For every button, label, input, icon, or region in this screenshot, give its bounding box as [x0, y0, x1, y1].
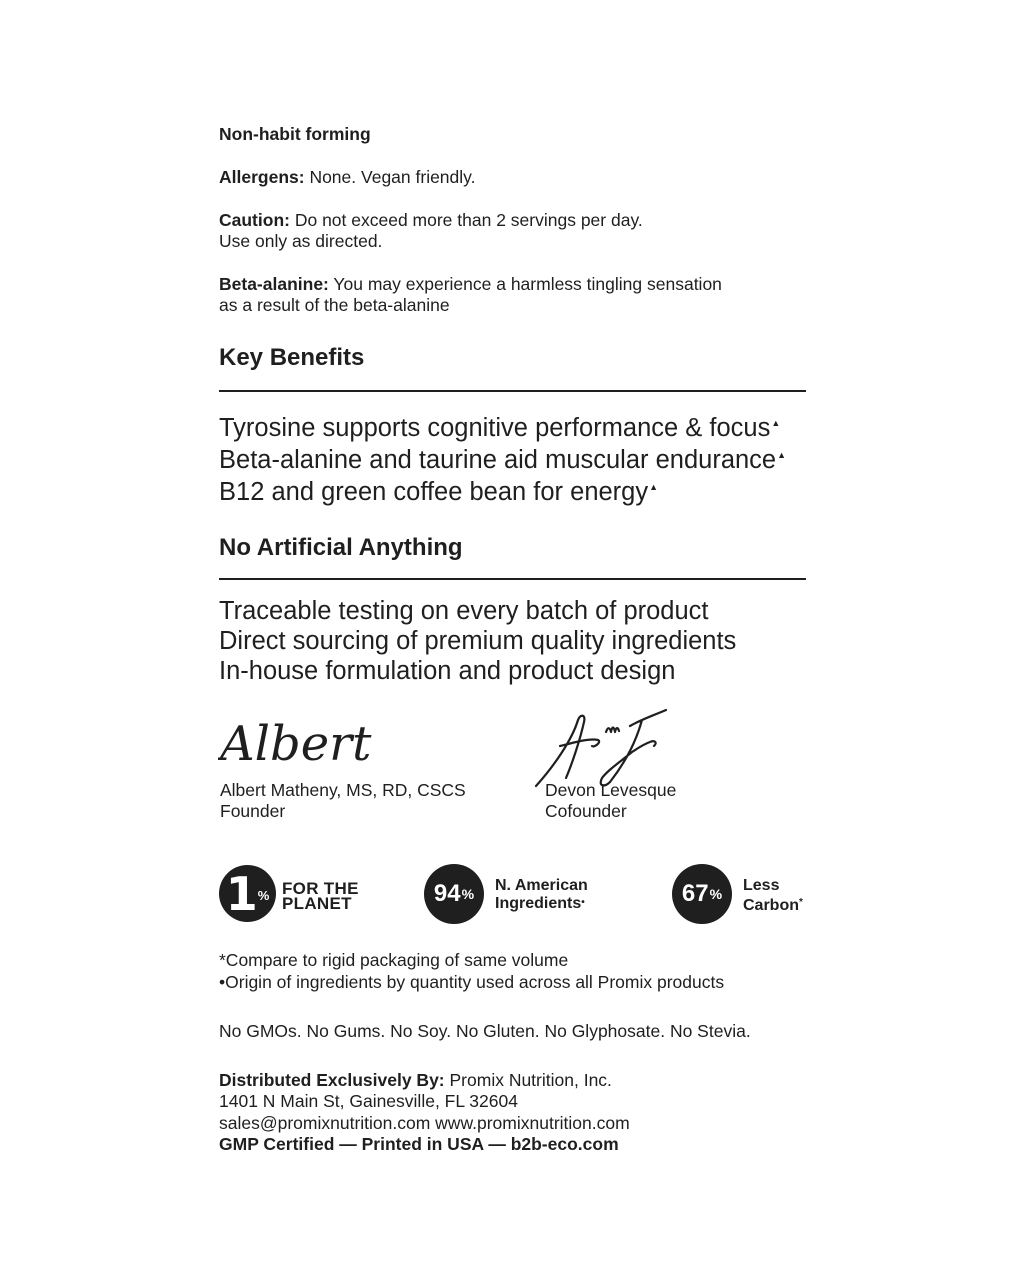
triangle-marker-icon: ▲	[771, 418, 781, 428]
quality-item: Traceable testing on every batch of product	[219, 597, 709, 625]
caution-line	[219, 210, 643, 231]
distributor-company: Promix Nutrition, Inc.	[444, 1070, 612, 1090]
no-artificial-divider	[219, 578, 806, 580]
key-benefits-heading: Key Benefits	[219, 344, 365, 371]
benefit-item	[219, 440, 786, 476]
benefit-text: Tyrosine supports cognitive performance & focus	[219, 414, 771, 442]
triangle-marker-icon: ▲	[777, 450, 787, 460]
badge-number: 1	[225, 866, 258, 921]
signature-stroke	[536, 710, 666, 786]
benefit-item	[219, 472, 658, 508]
origin-footnote: •Origin of ingredients by quantity used across all Promix products	[219, 972, 725, 992]
albert-signature	[218, 714, 388, 772]
one-percent-badge	[219, 865, 276, 922]
key-benefits-divider	[219, 390, 806, 392]
quality-item: Direct sourcing of premium quality ingredients	[219, 627, 737, 655]
distributor-contact: sales@promixnutrition.com www.promixnutrition.com	[219, 1113, 630, 1133]
percent-icon: %	[709, 886, 723, 902]
distributor-address: 1401 N Main St, Gainesville, FL 32604	[219, 1091, 518, 1111]
for-the-label: FOR THE	[282, 879, 359, 898]
triangle-marker-icon: ▲	[649, 482, 659, 492]
planet-label: PLANET	[282, 894, 352, 913]
caution-line-2: Use only as directed.	[219, 231, 383, 251]
beta-alanine-text: You may experience a harmless tingling sensation	[328, 274, 722, 294]
non-habit-forming: Non-habit forming	[219, 124, 371, 144]
founder-role: Founder	[220, 801, 286, 821]
caution-text: Do not exceed more than 2 servings per day.	[289, 210, 643, 230]
benefit-text: Beta-alanine and taurine aid muscular endurance	[219, 446, 777, 474]
cofounder-role: Cofounder	[545, 801, 627, 821]
allergens-line	[219, 167, 475, 188]
badge-value: 94	[433, 880, 461, 907]
caution-label: Caution:	[219, 210, 290, 230]
distributor-label: Distributed Exclusively By:	[219, 1070, 445, 1090]
beta-alanine-line-2: as a result of the beta-alanine	[219, 295, 450, 315]
no-artificial-heading: No Artificial Anything	[219, 534, 463, 561]
bullet-marker-icon: •	[581, 897, 585, 908]
benefit-item	[219, 408, 780, 444]
american-label: N. American	[495, 877, 588, 894]
allergens-text: None. Vegan friendly.	[304, 167, 476, 187]
quality-item: In-house formulation and product design	[219, 657, 676, 685]
badge-value: 67	[681, 880, 709, 907]
signature-script: Albert	[220, 716, 372, 772]
distributor-line	[219, 1070, 612, 1091]
carbon-label	[743, 894, 803, 914]
packaging-footnote: *Compare to rigid packaging of same volume	[219, 950, 569, 970]
gmp-certified-line: GMP Certified — Printed in USA — b2b-eco.com	[219, 1134, 619, 1154]
carbon-text: Carbon	[743, 897, 799, 914]
devon-signature	[532, 706, 674, 790]
american-ingredients-badge	[424, 864, 484, 924]
benefit-text: B12 and green coffee bean for energy	[219, 478, 649, 506]
ingredients-label	[495, 894, 585, 912]
less-carbon-badge	[672, 864, 732, 924]
less-label: Less	[743, 877, 780, 894]
allergens-label: Allergens:	[219, 167, 305, 187]
founder-name: Albert Matheny, MS, RD, CSCS	[220, 780, 466, 800]
percent-icon: %	[257, 888, 270, 903]
cofounder-name: Devon Levesque	[545, 780, 677, 800]
asterisk-marker-icon: *	[799, 897, 803, 908]
percent-icon: %	[461, 886, 475, 902]
free-from-list: No GMOs. No Gums. No Soy. No Gluten. No Glyphosate. No Stevia.	[219, 1021, 751, 1041]
beta-alanine-label: Beta-alanine:	[219, 274, 329, 294]
beta-alanine-line	[219, 274, 722, 295]
ingredients-text: Ingredients	[495, 895, 582, 912]
